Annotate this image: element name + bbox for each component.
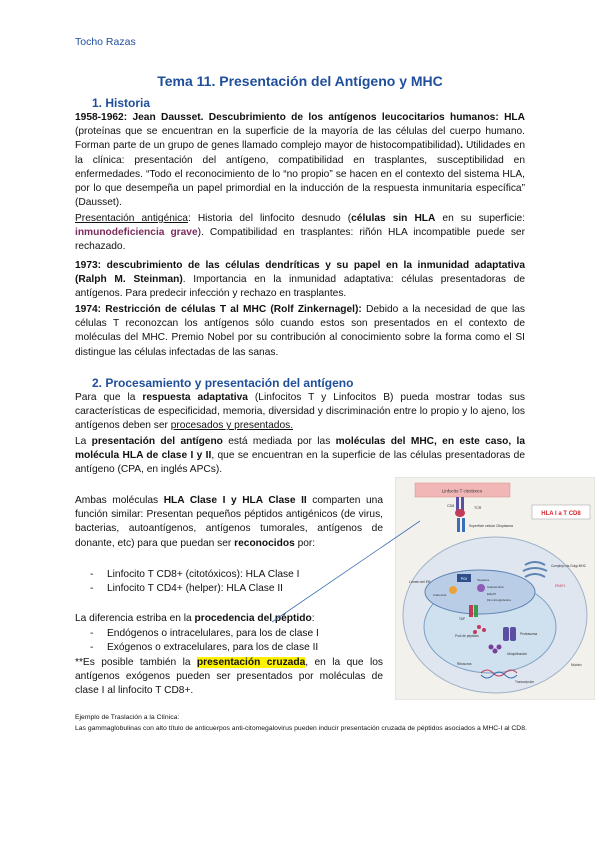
bold-span: respuesta adaptativa xyxy=(142,392,248,403)
hla-uses: Utilidades en la clínica: presentación del antígeno, compatibilidad en trasplantes, susceptibilidad en enfermedades. “Todo el reconocimiento de lo “no propio” se hacen en el contexto del sistema HLA, por lo que desempeña un papel primordial en la inducción de la respuesta inmunitaria específica” (Dausset). xyxy=(75,140,525,209)
immunodeficiency-term: inmunodeficiencia grave xyxy=(75,227,198,239)
highlighted-term: presentación cruzada xyxy=(196,657,306,668)
proteasome-shape xyxy=(503,627,509,641)
proteasome-label: Proteasoma xyxy=(520,632,538,636)
clinic-title: Ejemplo de Traslación a la Clínica: xyxy=(75,714,180,721)
peptide-origin-list xyxy=(90,627,319,655)
paragraph-respuesta xyxy=(75,391,525,434)
tap-label: TAP xyxy=(459,617,465,621)
transcription-label: Transcripción xyxy=(515,680,535,684)
tcr-chain xyxy=(461,497,464,511)
text-span: : Historia del linfocito desnudo ( xyxy=(187,213,352,224)
mhc-surface xyxy=(462,518,465,532)
text-span: ). Compatibilidad en trasplantes: riñón HLA incompatible puede ser rechazado. xyxy=(75,227,525,253)
bold-span: 1973: descubrimiento de las células dendríticas y su papel en la inmunidad adaptativa (Ralph M. Steinman) xyxy=(75,260,525,286)
list-item: - Endógenos o intracelulares, para los de clase I xyxy=(90,627,319,641)
endoplasmic-reticulum xyxy=(425,570,535,614)
nucleus-label: Núcleo xyxy=(571,663,582,667)
bold-span: procedencia del péptido xyxy=(194,613,312,624)
tap-transporter xyxy=(474,605,478,617)
b2m-label: β2-microglobulina xyxy=(487,598,511,602)
text-span: . Importancia en la inmunidad adaptativa: células presentadoras de antígenos. Para predecir infección y rechazo en trasplantes. xyxy=(75,274,525,300)
bold-span: reconocidos xyxy=(234,537,295,549)
dausset-title: 1958-1962: Jean Dausset. Descubrimiento de los antígenos leucocitarios humanos: HLA xyxy=(75,112,525,123)
calnexin-label: Calnexina xyxy=(433,593,447,597)
list-item: - Linfocito T CD4+ (helper): HLA Clase II xyxy=(90,582,299,596)
text-span: , que se encuentran en la superficie de las células presentadoras de antígeno (CPA, en inglés APCs). xyxy=(75,450,526,476)
ubiquitin-dot xyxy=(497,645,502,650)
tap-transporter xyxy=(469,605,473,617)
paragraph-cruzada xyxy=(75,656,383,699)
text-span: La diferencia estriba en la xyxy=(75,613,195,624)
period: . xyxy=(460,140,463,152)
hla-definition: (proteínas que se encuentran en la superficie de la mayoría de las células del cuerpo humano. Forman parte de un grupo de genes llamado complejo mayor de histocompatibilidad) xyxy=(75,126,525,152)
paragraph-mhc xyxy=(75,435,525,478)
cd8-label: CD8 xyxy=(447,504,455,508)
callout-arrow xyxy=(270,517,430,627)
lymphocyte-list xyxy=(90,568,299,596)
tcr-label: TCR xyxy=(474,506,482,510)
calnexin-shape xyxy=(449,586,457,594)
callout-label: HLA I a T CD8 xyxy=(541,511,581,517)
pdi-label: PDI xyxy=(460,576,468,581)
text-span: Ambas moléculas xyxy=(75,495,164,506)
bold-span: presentación del antígeno xyxy=(91,436,223,447)
bold-span: células sin HLA xyxy=(351,213,436,224)
paragraph-steinman xyxy=(75,259,525,302)
text-span: por: xyxy=(294,537,316,549)
er-label: Lumen del ER xyxy=(409,580,431,584)
text-span: Para que la xyxy=(75,392,143,403)
text-span: (Linfocitos T y Linfocitos B) pueda mostrar todas sus características de especificidad, memoria, diversidad y discriminación entre lo propio y lo ajeno, los antígenos deben ser xyxy=(75,392,526,432)
paragraph-presentacion xyxy=(75,212,525,255)
ribosome-label: Ribosoma xyxy=(457,662,472,666)
text-span: está mediada por las xyxy=(222,436,336,447)
author-header: Tocho Razas xyxy=(75,36,136,48)
clinic-text: Las gammaglobulinas con alto título de anticuerpos anti-citomegalovirus pueden inducir presentación cruzada de péptidos asociados a MHC-I al CD8. xyxy=(75,725,527,732)
peptide-dot xyxy=(482,628,486,632)
ubiquitin-dot xyxy=(489,645,494,650)
tcr-chain xyxy=(456,497,459,511)
presentacion-label: Presentación antigénica xyxy=(75,213,188,224)
paragraph-zinkernagel xyxy=(75,303,525,360)
bold-span: HLA Clase I y HLA Clase II xyxy=(163,495,307,506)
erap-label: ERAP1 xyxy=(555,584,566,588)
paragraph-dausset xyxy=(75,111,525,210)
golgi-label: Complejo cis-Golgi-MHC xyxy=(551,564,587,568)
text-span: en su superficie: xyxy=(435,213,526,224)
mhc-surface xyxy=(457,518,460,532)
tapasin-label: Tapasina xyxy=(477,578,490,582)
bold-span: 1974: Restricción de células T al MHC (Rolf Zinkernagel): xyxy=(75,304,362,315)
underlined-span: procesados y presentados. xyxy=(170,420,294,432)
text-span: : xyxy=(311,613,315,624)
text-span: comparten una función similar: Presentan pequeños péptidos antigénicos (de virus, bacterias, autoantígenos, antígenos tumorales, antígenos de donante, etc) para que puedan ser xyxy=(75,495,383,549)
surface-label: Superficie celular Citoplasma xyxy=(469,524,513,528)
ubiquitin-label: Ubiquitinación xyxy=(507,652,528,656)
section-heading-procesamiento: 2. Procesamiento y presentación del antígeno xyxy=(92,376,354,390)
page-title: Tema 11. Presentación del Antígeno y MHC xyxy=(157,73,443,89)
calreticulin-shape xyxy=(477,584,485,592)
peptide-pool-label: Pool de péptidos xyxy=(455,634,479,638)
text-span: **Es posible también la xyxy=(75,657,197,668)
text-span: Debido a la necesidad de que las células T reconozcan los antígenos sólo cuando estos son presentados en el contexto de moléculas del MHC. Premio Nobel por su contribución al conocimiento sobre la forma como el SI distingue las células infectadas de las sanas. xyxy=(75,304,525,358)
proteasome-shape xyxy=(510,627,516,641)
list-item: - Linfocito T CD8+ (citotóxicos): HLA Clase I xyxy=(90,568,299,582)
list-item: - Exógenos o extracelulares, para los de clase II xyxy=(90,641,319,655)
text-span: , en la que los antígenos exógenos pueden ser presentados por moléculas de clase I al linfocito T CD8+. xyxy=(75,657,383,697)
erp57-label: ERp57 xyxy=(487,592,497,596)
section-heading-historia: 1. Historia xyxy=(92,96,151,110)
tcr-head xyxy=(455,509,465,517)
bold-span: moléculas del MHC, en este caso, la molécula HLA de clase I y II xyxy=(75,436,525,462)
t-lymphocyte-label: Linfocito T citotóxico xyxy=(441,488,483,494)
arrow-line xyxy=(272,521,420,622)
text-span: La xyxy=(75,436,92,447)
ubiquitin-dot xyxy=(493,649,498,654)
calreticulin-label: Calreticulina xyxy=(487,585,504,589)
peptide-dot xyxy=(477,625,481,629)
